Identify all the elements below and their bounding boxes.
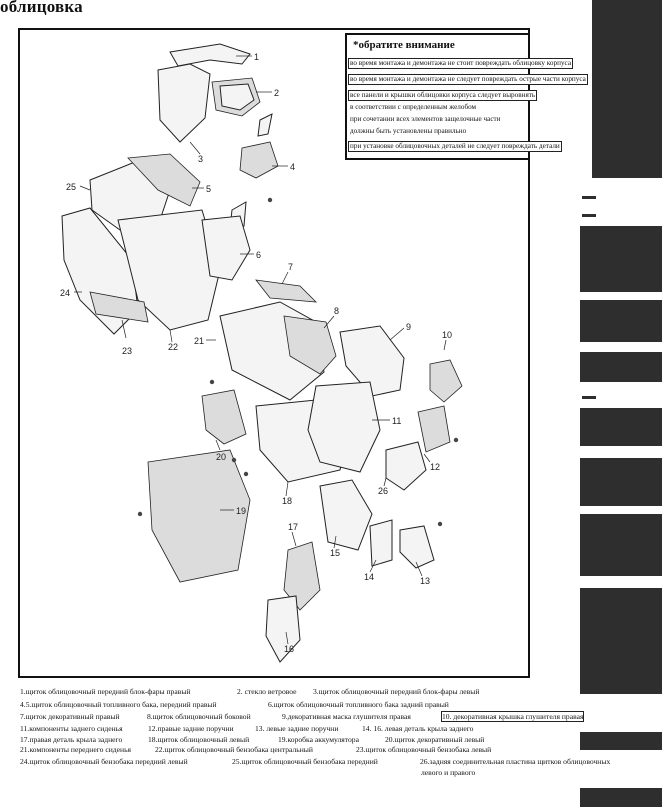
notice-line-3: все панели и крышки облицовки корпуса следует выровнять bbox=[350, 91, 536, 99]
part-item-21: 21.компоненты переднего сиденья bbox=[20, 745, 132, 754]
callout-17: 17 bbox=[288, 522, 299, 532]
sidebar-bar bbox=[580, 732, 662, 750]
callout-19: 19 bbox=[236, 506, 247, 516]
part-4-bracket bbox=[240, 142, 278, 178]
callout-5: 5 bbox=[206, 184, 212, 194]
notice-line-4: в соответствии с определенным желобом bbox=[350, 103, 477, 111]
callout-14: 14 bbox=[364, 572, 375, 582]
part-15-shape bbox=[320, 480, 372, 550]
part-13-shape bbox=[400, 526, 434, 568]
callout-16: 16 bbox=[284, 644, 295, 654]
callout-9: 9 bbox=[406, 322, 412, 332]
part-item-4: 4.5.щиток облицовочный топливного бака, передний правый bbox=[20, 700, 217, 709]
sidebar-bar bbox=[580, 226, 662, 292]
part-item-3: 3.щиток облицовочный передний блок-фары левый bbox=[313, 687, 480, 696]
sidebar-bar bbox=[580, 588, 662, 694]
part-item-2: 2. стекло ветровое bbox=[237, 687, 297, 696]
part-item-18: 18.щиток облицовочный левый bbox=[148, 735, 250, 744]
callout-22: 22 bbox=[168, 342, 179, 352]
callout-15: 15 bbox=[330, 548, 341, 558]
page-title: облицовка bbox=[0, 0, 83, 16]
callout-21: 21 bbox=[194, 336, 205, 346]
sidebar-bar bbox=[580, 788, 662, 807]
callout-12: 12 bbox=[430, 462, 441, 472]
part-item-23: 23.щиток облицовочный бензобака левый bbox=[356, 745, 492, 754]
part-item-14: 14. 16. левая деталь крыла заднего bbox=[362, 724, 474, 733]
notice-title: *обратите внимание bbox=[353, 39, 455, 51]
right-margin-bars bbox=[580, 0, 662, 807]
callout-23: 23 bbox=[122, 346, 133, 356]
notice-line-7: при установке облицовочных деталей не следует повреждать детали bbox=[350, 142, 560, 150]
sidebar-bar bbox=[580, 408, 662, 446]
callout-4: 4 bbox=[290, 162, 296, 172]
part-6-shape bbox=[202, 216, 250, 280]
part-26-shape bbox=[386, 442, 426, 490]
sidebar-bar bbox=[580, 458, 662, 506]
callout-2: 2 bbox=[274, 88, 280, 98]
callout-8: 8 bbox=[334, 306, 340, 316]
part-item-24: 24.щиток облицовочный бензобака передний левый bbox=[20, 757, 188, 766]
part-item-10: 10. декоративная крышка глушителя правая bbox=[442, 712, 584, 721]
part-item-22: 22.щиток облицовочный бензобака центральный bbox=[155, 745, 313, 754]
part-19-shape bbox=[148, 450, 250, 582]
parts-list bbox=[0, 684, 662, 804]
callout-13: 13 bbox=[420, 576, 431, 586]
notice-line-1: во время монтажа и демонтажа не стоит повреждать облицовку корпуса bbox=[350, 59, 572, 67]
callout-1: 1 bbox=[254, 52, 260, 62]
notice-line-5: при сочетании всех элементов защелочные части bbox=[350, 115, 501, 123]
sidebar-bar bbox=[580, 300, 662, 342]
part-11-shape bbox=[308, 382, 380, 472]
callout-6: 6 bbox=[256, 250, 262, 260]
callout-25: 25 bbox=[66, 182, 77, 192]
sidebar-bar bbox=[592, 0, 662, 178]
callout-3: 3 bbox=[198, 154, 204, 164]
part-1-shape bbox=[170, 44, 250, 66]
callout-7: 7 bbox=[288, 262, 294, 272]
part-item-26: 26.задняя соединительная пластина щитков облицовочных bbox=[420, 757, 611, 766]
part-item-19: 19.коробка аккумулятора bbox=[278, 735, 359, 744]
part-20-shape bbox=[202, 390, 246, 444]
part-item-8: 8.щиток облицовочный боковой bbox=[147, 712, 251, 721]
callout-11: 11 bbox=[392, 416, 402, 426]
notice-line-6: должны быть установлены правильно bbox=[350, 127, 467, 135]
sidebar-bar bbox=[580, 514, 662, 576]
callout-26: 26 bbox=[378, 486, 389, 496]
part-item-20: 20.щиток декоративный левый bbox=[385, 735, 485, 744]
mirror-right bbox=[258, 114, 272, 136]
part-item-26-continued: левого и правого bbox=[421, 768, 476, 777]
part-item-13: 13. левые задние поручни bbox=[255, 724, 339, 733]
callout-18: 18 bbox=[282, 496, 293, 506]
part-16-shape bbox=[266, 596, 300, 662]
part-3-shape bbox=[158, 64, 210, 142]
part-item-17: 17.правая деталь крыла заднего bbox=[20, 735, 123, 744]
part-item-9: 9.декоративная маска глушителя правая bbox=[282, 712, 411, 721]
sidebar-bar bbox=[580, 352, 662, 382]
notice-line-2: во время монтажа и демонтажа не следует повреждать острые части корпуса bbox=[350, 75, 586, 83]
callout-24: 24 bbox=[60, 288, 71, 298]
part-item-12: 12.правые задние поручни bbox=[148, 724, 234, 733]
callout-10: 10 bbox=[442, 330, 453, 340]
part-10-shape bbox=[430, 360, 462, 402]
part-item-11: 11.компоненты заднего сиденья bbox=[20, 724, 123, 733]
part-item-6: 6.щиток облицовочный топливного бака задний правый bbox=[268, 700, 449, 709]
part-7-shape bbox=[256, 280, 316, 302]
part-14-shape bbox=[370, 520, 392, 566]
part-item-7: 7.щиток декоративный правый bbox=[20, 712, 120, 721]
part-12-shape bbox=[418, 406, 450, 452]
part-item-25: 25.щиток облицовочный бензобака передний bbox=[232, 757, 378, 766]
part-item-1: 1.щиток облицовочный передний блок-фары правый bbox=[20, 687, 191, 696]
callout-20: 20 bbox=[216, 452, 227, 462]
